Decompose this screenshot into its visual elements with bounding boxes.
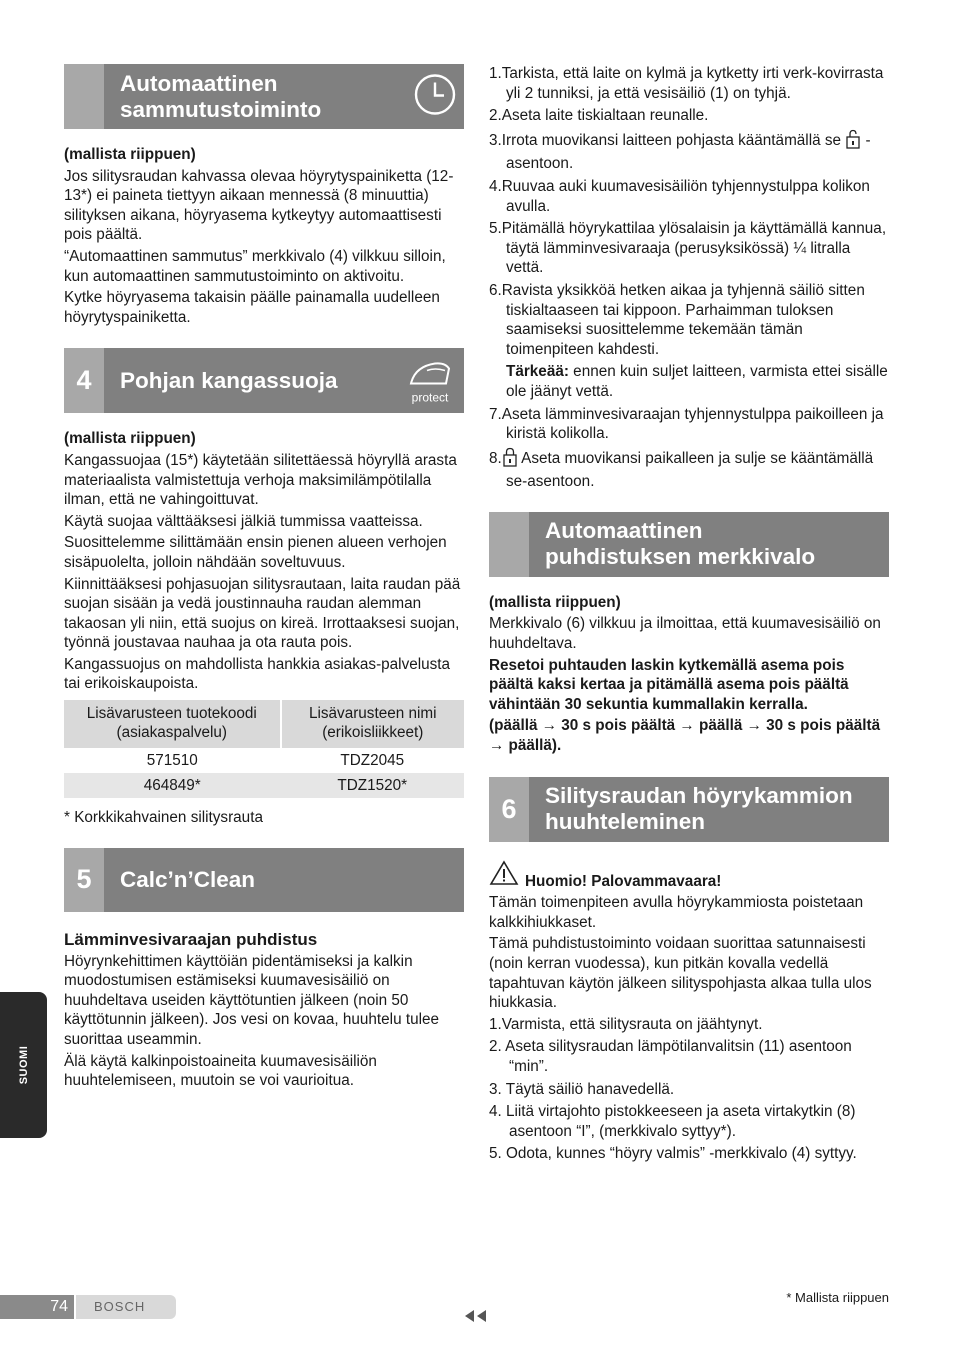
list-item: 5.Pitämällä höyrykattilaa ylösalaisin ja käyttämällä kannua, täytä lämminvesivaraaja (perusyksikössä) ¼ litralla vettä. xyxy=(489,220,887,277)
brand-label: BOSCH xyxy=(76,1295,176,1319)
list-item: 1.Tarkista, että laite on kylmä ja kytketty irti verk-kovirrasta yli 2 tunniksi, ja että vesisäiliö (1) on tyhjä. xyxy=(489,65,884,102)
important-note: Tärkeää: ennen kuin suljet laitteen, varmista ettei sisälle ole jäänyt vettä. xyxy=(506,363,888,400)
protect-icon-label: protect xyxy=(411,390,449,405)
table-row xyxy=(64,773,464,798)
auto-off-header xyxy=(64,64,464,129)
auto-off-paragraph-2: “Automaattinen sammutus” merkkivalo (4) vilkkuu silloin, kun automaattinen sammutustoiminto on aktivoitu. xyxy=(64,247,446,285)
accessory-name: TDZ2045 xyxy=(340,752,405,770)
section-6-header xyxy=(489,777,889,842)
auto-clean-header xyxy=(489,512,889,577)
section-4-paragraph-1: Kangassuojaa (15*) käytetään silitettäessä höyryllä arasta materiaalista valmistettuja verhoja maksimilämpötilalla ilman, että ne vahingoittuvat. xyxy=(64,451,457,509)
accessory-code-header: Lisävarusteen tuotekoodi (asiakaspalvelu) xyxy=(64,700,281,748)
list-item: 2.Aseta laite tiskialtaan reunalle. xyxy=(489,107,709,125)
list-item: 4.Ruuvaa auki kuumavesisäiliön tyhjennystulppa kolikon avulla. xyxy=(489,177,870,215)
auto-off-paragraph-3: Kytke höyryasema takaisin päälle painamalla uudelleen höyrytyspainiketta. xyxy=(64,289,440,326)
accessory-code: 571510 xyxy=(146,752,198,770)
section-4-paragraph-4: Kiinnittääksesi pohjasuojan silitysrautaan, laita raudan pää suojan sisään ja vedä joustinnauha raudan alemman takaosan yli niin, että suojus on kireä. Irrottaaksesi suojan, työnnä joustavaa nauhaa ja ota rauta pois. xyxy=(64,575,461,652)
auto-clean-paragraph-1: Merkkivalo (6) vilkkuu ja ilmoittaa, että kuumavesisäiliö on huuhdeltava. xyxy=(489,615,881,653)
left-column xyxy=(64,64,464,1093)
section-6-paragraph-1: Tämän toimenpiteen avulla höyrykammiosta poistetaan kalkkihiukkaset. xyxy=(489,894,864,931)
section-4-paragraph-3: Suosittelemme silittämään ensin pienen alueen verhojen sisäpuolelta, jolloin nähdään soveltuvuus. xyxy=(64,534,447,571)
auto-off-title: Automaattinen sammutustoiminto xyxy=(120,70,322,122)
auto-off-paragraph-1: Jos silitysraudan kahvassa olevaa höyrytyspainiketta (12-13*) ei paineta tiettyyn aikaan mennessä (8 minuuttia) silityksen aikana, höyryasema kytkeytyy automaattisesti pois päältä. xyxy=(64,167,454,244)
section-5-subheading: Lämminvesivaraajan puhdistus xyxy=(64,929,318,949)
table-footnote: * Korkkikahvainen silitysrauta xyxy=(64,809,263,827)
page-footer xyxy=(0,1295,176,1319)
accessory-name-header: Lisävarusteen nimi (erikoisliikkeet) xyxy=(281,700,464,748)
section-4-number: 4 xyxy=(64,348,104,413)
section-5-paragraph-1: Höyrynkehittimen käyttöiän pidentämiseksi ja kalkin muodostumisen estämiseksi kuumavesisäiliö on huuhdeltava useiden käyttötuntien jälkeen (noin 50 käyttötunnin jälkeen). Jos vesi on kovaa, huuhtelu tulee suorittaa useammin. xyxy=(64,952,440,1049)
accessory-name: TDZ1520* xyxy=(281,773,464,798)
list-item: 8. Aseta muovikansi paikalleen ja sulje se kääntämällä se-asentoon. xyxy=(489,447,889,492)
section-5-paragraph-2: Älä käytä kalkinpoistoaineita kuumavesisäiliön huuhtelemiseen, muutoin se voi vaurioitua. xyxy=(64,1052,377,1090)
list-item: 1.Varmista, että silitysrauta on jäähtynyt. xyxy=(489,1015,763,1033)
section-6-paragraph-2: Tämä puhdistustoiminto voidaan suorittaa satunnaisesti (noin kerran vuodessa), kun pitkän kovalla vedellä tapahtuvan käytön jälkeen silityspohjasta alkaa tulla ulos hiukkasia. xyxy=(489,935,872,1012)
section-5-title: Calc’n’Clean xyxy=(120,866,256,892)
right-column xyxy=(489,64,889,1167)
accessory-code: 464849* xyxy=(64,773,281,798)
section-4-paragraph-2: Käytä suojaa välttääksesi jälkiä tummissa vaatteissa. xyxy=(64,512,423,530)
language-label: SUOMI xyxy=(17,1045,30,1085)
auto-off-number-block xyxy=(64,64,104,129)
section-4-model-note: (mallista riippuen) xyxy=(64,430,196,448)
warning-triangle-icon xyxy=(489,860,519,892)
auto-clean-title: Automaattinen puhdistuksen merkkivalo xyxy=(545,518,816,570)
list-item: 5. Odota, kunnes “höyry valmis” -merkkivalo (4) syttyy. xyxy=(489,1145,857,1163)
page-number: 74 xyxy=(0,1295,74,1319)
page-footnote: * Mallista riippuen xyxy=(786,1290,889,1305)
list-item: 2. Aseta silitysraudan lämpötilanvalitsin (11) asentoon “min”. xyxy=(489,1038,852,1075)
calc-clean-steps xyxy=(489,64,889,492)
auto-off-model-note: (mallista riippuen) xyxy=(64,146,196,163)
section-4-header xyxy=(64,348,464,413)
section-5-number: 5 xyxy=(64,848,104,912)
list-item: 4. Liitä virtajohto pistokkeeseen ja aseta virtakytkin (8) asentoon “I”, (merkkivalo syttyy*). xyxy=(489,1103,856,1140)
auto-clean-reset-instructions: Resetoi puhtauden laskin kytkemällä asema pois päältä kaksi kertaa ja pitämällä asema pois päältä vähintään 30 sekuntia kummallakin kerralla. xyxy=(489,656,849,713)
clock-icon xyxy=(411,70,459,123)
accessory-table xyxy=(64,700,464,798)
language-side-tab xyxy=(0,992,47,1138)
list-item: 3. Täytä säiliö hanavedellä. xyxy=(489,1080,675,1098)
section-4-title: Pohjan kangassuoja xyxy=(120,367,338,393)
table-row xyxy=(64,748,464,773)
section-4-paragraph-5: Kangassuojus on mahdollista hankkia asiakas-palvelusta tai erikoiskaupoista. xyxy=(64,655,451,693)
previous-page-arrows-icon xyxy=(462,1308,490,1329)
list-item: 7.Aseta lämminvesivaraajan tyhjennystulppa paikoilleen ja kiristä kolikolla. xyxy=(489,405,884,443)
auto-clean-model-note: (mallista riippuen) xyxy=(489,593,621,611)
protect-iron-icon xyxy=(401,358,459,403)
section-5-header xyxy=(64,848,464,912)
burn-warning: Huomio! Palovammavaara! xyxy=(489,860,889,892)
unlock-icon xyxy=(845,129,861,155)
lock-icon xyxy=(502,447,518,473)
section-6-number: 6 xyxy=(489,777,529,842)
list-item: 3.Irrota muovikansi laitteen pohjasta kääntämällä se -asentoon. xyxy=(489,129,889,174)
auto-clean-sequence: (päällä → 30 s pois päältä → päällä → 30 s pois päältä → päällä). xyxy=(489,717,881,755)
list-item: 6.Ravista yksikköä hetken aikaa ja tyhjennä säiliö sitten tiskialtaaseen tai kippoon. Parhaimman tuloksen saamiseksi suosittelemme tekemään tämän toimenpiteen kahdesti. xyxy=(489,281,865,358)
section-6-title: Silitysraudan höyrykammion huuhteleminen xyxy=(545,783,853,835)
auto-clean-number-block xyxy=(489,512,529,577)
section-6-steps xyxy=(489,1015,889,1164)
accessory-table-header xyxy=(64,700,464,748)
